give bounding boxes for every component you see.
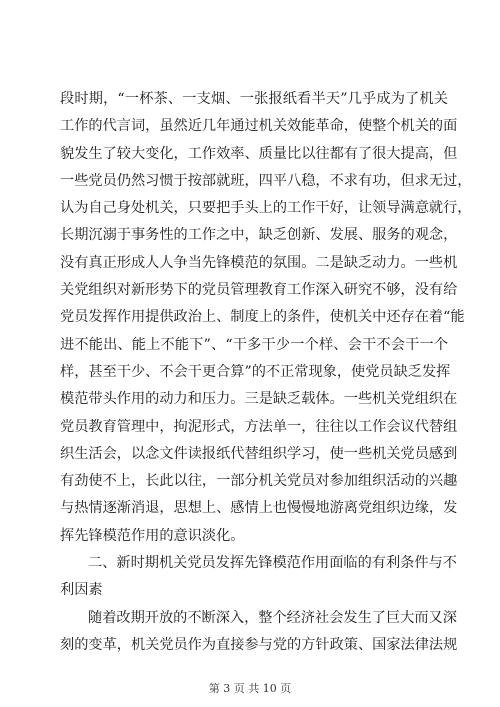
text-line: 织生活会，以念文件读报纸代替组织学习，使一些机关党员感到 bbox=[60, 445, 458, 462]
text-line: 与热情逐渐消退，思想上、感情上也慢慢地游离党组织边缘，发 bbox=[60, 500, 458, 517]
text-line: 没有真正形成人人争当先锋模范的氛围。二是缺乏动力。一些机 bbox=[60, 254, 458, 271]
text-line: 一些党员仍然习惯于按部就班，四平八稳，不求有功，但求无过， bbox=[60, 172, 472, 189]
text-line: 段时期，“一杯茶、一支烟、一张报纸看半天”几乎成为了机关 bbox=[60, 91, 448, 107]
text-line: 进不能出、能上不能下”、“干多干少一个样、会干不会干一个 bbox=[60, 336, 448, 353]
body-text bbox=[60, 86, 472, 659]
text-line: 有劲使不上，长此以往，一部分机关党员对参加组织活动的兴趣 bbox=[60, 473, 458, 490]
text-line: 认为自己身处机关，只要把手头上的工作干好，让领导满意就行， bbox=[60, 200, 472, 217]
text-line: 样，甚至干少、不会干更合算”的不正常现象，使党员缺乏发挥 bbox=[60, 363, 451, 380]
text-line: 工作的代言词，虽然近几年通过机关效能革命，使整个机关的面 bbox=[60, 118, 458, 135]
text-line: 随着改期开放的不断深入，整个经济社会发生了巨大而又深 bbox=[88, 609, 457, 626]
text-line: 刻的变革，机关党员作为直接参与党的方针政策、国家法律法规 bbox=[60, 636, 458, 653]
text-line: 关党组织对新形势下的党员管理教育工作深入研究不够，没有给 bbox=[60, 282, 458, 299]
text-line: 挥先锋模范作用的意识淡化。 bbox=[60, 527, 245, 544]
text-line: 党员发挥作用提供政治上、制度上的条件，使机关中还存在着“能 bbox=[60, 309, 465, 326]
page-footer: 第 3 页 共 10 页 bbox=[208, 682, 292, 695]
section-heading-line: 二、新时期机关党员发挥先锋模范作用面临的有利条件与不 bbox=[88, 555, 457, 572]
text-line: 模范带头作用的动力和压力。三是缺乏载体。一些机关党组织在 bbox=[60, 391, 458, 408]
text-line: 貌发生了较大变化，工作效率、质量比以往都有了很大提高，但 bbox=[60, 145, 458, 162]
text-line: 党员教育管理中，拘泥形式，方法单一，往往以工作会议代替组 bbox=[60, 418, 458, 435]
text-line: 长期沉溺于事务性的工作之中，缺乏创新、发展、服务的观念， bbox=[60, 227, 458, 244]
section-heading-line: 利因素 bbox=[60, 582, 103, 599]
